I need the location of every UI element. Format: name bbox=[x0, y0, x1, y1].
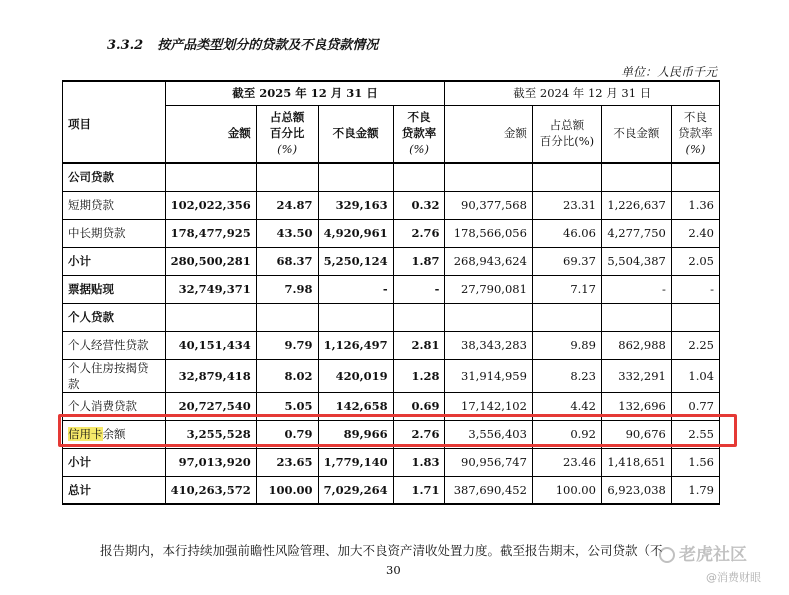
table-cell: 7.17 bbox=[532, 275, 601, 303]
table-cell: 268,943,624 bbox=[445, 247, 532, 275]
table-cell: 1,418,651 bbox=[601, 448, 671, 476]
table-row bbox=[63, 331, 720, 359]
table-cell: 1.36 bbox=[671, 191, 719, 219]
table-cell: 142,658 bbox=[318, 392, 393, 420]
table-cell bbox=[393, 303, 445, 331]
credit-card-highlight-box bbox=[58, 414, 737, 447]
table-row bbox=[63, 359, 720, 392]
table-cell: 332,291 bbox=[601, 359, 671, 392]
table-cell: 1,226,637 bbox=[601, 191, 671, 219]
table-cell: 2.76 bbox=[393, 420, 445, 448]
row-label: 信用卡余额 bbox=[63, 420, 166, 448]
table-cell: 2.76 bbox=[393, 219, 445, 247]
table-cell: 6,923,038 bbox=[601, 476, 671, 504]
table-cell: 46.06 bbox=[532, 219, 601, 247]
table-cell: 0.77 bbox=[671, 392, 719, 420]
table-cell: 2.40 bbox=[671, 219, 719, 247]
page-number: 30 bbox=[386, 563, 401, 577]
table-row bbox=[63, 219, 720, 247]
table-cell bbox=[318, 303, 393, 331]
table-cell: 40,151,434 bbox=[165, 331, 256, 359]
table-cell bbox=[671, 163, 719, 191]
table-cell: 23.46 bbox=[532, 448, 601, 476]
row-label: 中长期贷款 bbox=[63, 219, 166, 247]
table-cell: 5.05 bbox=[256, 392, 318, 420]
table-cell: 329,163 bbox=[318, 191, 393, 219]
table-row bbox=[63, 303, 720, 331]
table-cell: 102,022,356 bbox=[165, 191, 256, 219]
watermark-handle: @消费财眼 bbox=[706, 571, 761, 584]
table-cell: 1,126,497 bbox=[318, 331, 393, 359]
row-label: 总计 bbox=[63, 476, 166, 504]
table-cell bbox=[256, 163, 318, 191]
table-cell: 5,504,387 bbox=[601, 247, 671, 275]
table-cell: 1.04 bbox=[671, 359, 719, 392]
table-cell: 23.31 bbox=[532, 191, 601, 219]
table-cell: 43.50 bbox=[256, 219, 318, 247]
table-cell: 1.56 bbox=[671, 448, 719, 476]
table-row bbox=[63, 476, 720, 504]
table-cell: 100.00 bbox=[256, 476, 318, 504]
table-cell bbox=[318, 163, 393, 191]
table-cell: 38,343,283 bbox=[445, 331, 532, 359]
table-cell bbox=[532, 163, 601, 191]
table-row bbox=[63, 191, 720, 219]
table-cell bbox=[165, 303, 256, 331]
body-paragraph: 报告期内，本行持续加强前瞻性风险管理、加大不良资产清收处置力度。截至报告期末，公司贷款（不 bbox=[100, 543, 663, 558]
section-heading bbox=[107, 34, 378, 53]
table-row bbox=[63, 163, 720, 191]
table-cell bbox=[601, 303, 671, 331]
row-label: 个人消费贷款 bbox=[63, 392, 166, 420]
table-cell: 178,566,056 bbox=[445, 219, 532, 247]
table-cell: 410,263,572 bbox=[165, 476, 256, 504]
item-header: 项目 bbox=[63, 81, 166, 163]
table-cell: 3,556,403 bbox=[445, 420, 532, 448]
table-cell bbox=[532, 303, 601, 331]
table-cell: 862,988 bbox=[601, 331, 671, 359]
table-cell: 178,477,925 bbox=[165, 219, 256, 247]
table-cell bbox=[445, 163, 532, 191]
npl-header-2024: 不良金额 bbox=[601, 105, 671, 163]
table-cell bbox=[165, 163, 256, 191]
npl-rate-header-2025: 不良 贷款率 (%) bbox=[393, 105, 445, 163]
table-cell: 90,956,747 bbox=[445, 448, 532, 476]
period-2024-header: 截至 2024 年 12 月 31 日 bbox=[445, 81, 720, 105]
table-header bbox=[63, 81, 720, 163]
row-label: 小计 bbox=[63, 448, 166, 476]
table-cell bbox=[601, 163, 671, 191]
unit-label: 单位：人民币千元 bbox=[620, 65, 717, 79]
section-number: 3.3.2 bbox=[107, 38, 144, 53]
table-row bbox=[63, 275, 720, 303]
table-cell: 1.87 bbox=[393, 247, 445, 275]
table-cell: 2.81 bbox=[393, 331, 445, 359]
table-cell: 69.37 bbox=[532, 247, 601, 275]
table-cell: 9.89 bbox=[532, 331, 601, 359]
table-cell: 89,966 bbox=[318, 420, 393, 448]
table-cell: 3,255,528 bbox=[165, 420, 256, 448]
row-label: 短期贷款 bbox=[63, 191, 166, 219]
table-cell: 24.87 bbox=[256, 191, 318, 219]
period-2025-header: 截至 2025 年 12 月 31 日 bbox=[165, 81, 445, 105]
table-cell: 68.37 bbox=[256, 247, 318, 275]
table-cell: 20,727,540 bbox=[165, 392, 256, 420]
share-header-2025: 占总额 百分比 (%) bbox=[256, 105, 318, 163]
table-cell: 8.23 bbox=[532, 359, 601, 392]
highlighted-text: 信用卡 bbox=[68, 427, 103, 441]
table-cell: 2.55 bbox=[671, 420, 719, 448]
table-row bbox=[63, 448, 720, 476]
table-body bbox=[63, 163, 720, 504]
table-cell: 387,690,452 bbox=[445, 476, 532, 504]
table-cell: 9.79 bbox=[256, 331, 318, 359]
table-cell: - bbox=[601, 275, 671, 303]
table-cell bbox=[256, 303, 318, 331]
table-row bbox=[63, 247, 720, 275]
row-label: 票据贴现 bbox=[63, 275, 166, 303]
row-label: 个人经营性贷款 bbox=[63, 331, 166, 359]
table-cell: 1.83 bbox=[393, 448, 445, 476]
table-cell: 7.98 bbox=[256, 275, 318, 303]
row-label: 个人住房按揭贷款 bbox=[63, 359, 166, 392]
table-cell: 4.42 bbox=[532, 392, 601, 420]
table-cell bbox=[393, 163, 445, 191]
section-title: 按产品类型划分的贷款及不良贷款情况 bbox=[157, 38, 379, 53]
table-cell: 100.00 bbox=[532, 476, 601, 504]
table-cell: 32,749,371 bbox=[165, 275, 256, 303]
table-cell: 280,500,281 bbox=[165, 247, 256, 275]
table-cell: 27,790,081 bbox=[445, 275, 532, 303]
table-cell: - bbox=[318, 275, 393, 303]
table-cell: 2.25 bbox=[671, 331, 719, 359]
table-cell: 2.05 bbox=[671, 247, 719, 275]
table-cell: 31,914,959 bbox=[445, 359, 532, 392]
table-cell: 90,676 bbox=[601, 420, 671, 448]
row-label: 小计 bbox=[63, 247, 166, 275]
table-cell: 5,250,124 bbox=[318, 247, 393, 275]
table-cell: 90,377,568 bbox=[445, 191, 532, 219]
table-cell: 4,277,750 bbox=[601, 219, 671, 247]
table-cell: - bbox=[671, 275, 719, 303]
npl-rate-header-2024: 不良 贷款率 (%) bbox=[671, 105, 719, 163]
watermark-brand: 老虎社区 bbox=[659, 540, 747, 565]
table-cell: 420,019 bbox=[318, 359, 393, 392]
amount-header-2025: 金额 bbox=[165, 105, 256, 163]
table-cell: 8.02 bbox=[256, 359, 318, 392]
table-cell: 0.69 bbox=[393, 392, 445, 420]
table-cell: 97,013,920 bbox=[165, 448, 256, 476]
table-cell: 0.32 bbox=[393, 191, 445, 219]
row-label: 公司贷款 bbox=[63, 163, 166, 191]
table-cell: 0.92 bbox=[532, 420, 601, 448]
row-label: 个人贷款 bbox=[63, 303, 166, 331]
table-cell: 1.79 bbox=[671, 476, 719, 504]
table-cell: 1,779,140 bbox=[318, 448, 393, 476]
table-cell: 0.79 bbox=[256, 420, 318, 448]
table-cell: - bbox=[393, 275, 445, 303]
table-cell: 1.28 bbox=[393, 359, 445, 392]
tiger-logo-icon bbox=[659, 547, 675, 563]
table-cell: 1.71 bbox=[393, 476, 445, 504]
table-cell: 17,142,102 bbox=[445, 392, 532, 420]
amount-header-2024: 金额 bbox=[445, 105, 532, 163]
share-header-2024: 占总额 百分比(%) bbox=[532, 105, 601, 163]
table-cell bbox=[445, 303, 532, 331]
table-cell bbox=[671, 303, 719, 331]
table-cell: 4,920,961 bbox=[318, 219, 393, 247]
table-cell: 7,029,264 bbox=[318, 476, 393, 504]
npl-header-2025: 不良金额 bbox=[318, 105, 393, 163]
table-cell: 32,879,418 bbox=[165, 359, 256, 392]
table-cell: 23.65 bbox=[256, 448, 318, 476]
table-cell: 132,696 bbox=[601, 392, 671, 420]
